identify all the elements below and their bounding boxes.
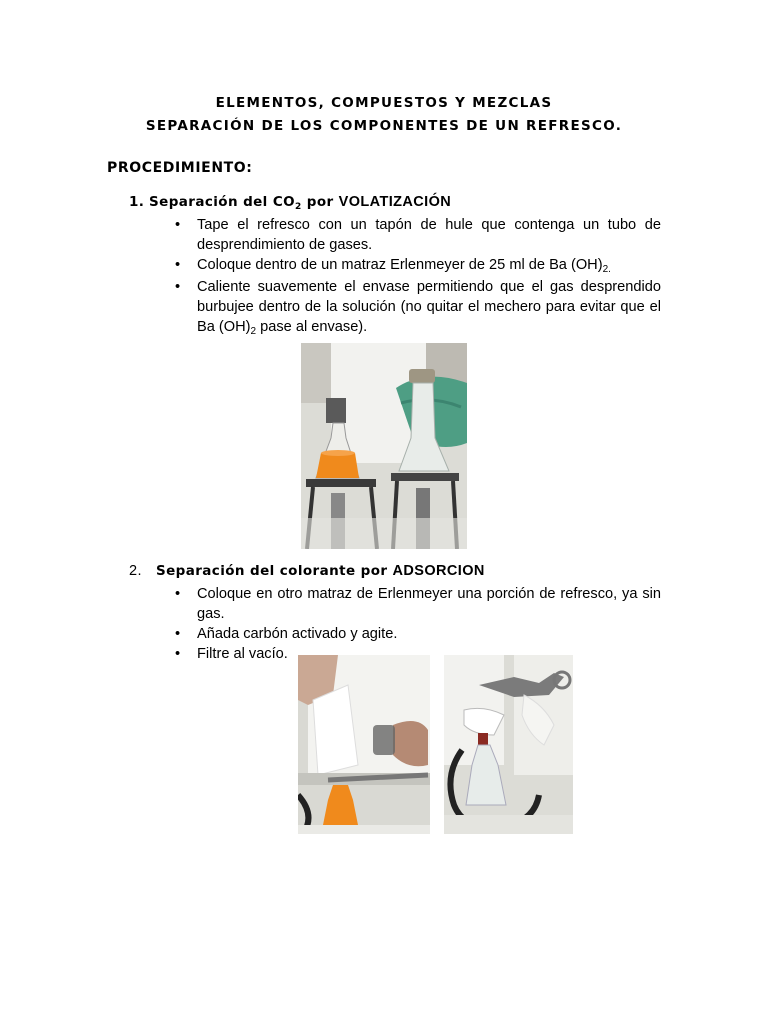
bullet-icon: • xyxy=(175,646,181,662)
vacuum-filtration-photo xyxy=(444,655,573,834)
list-item: • Coloque dentro de un matraz Erlenmeyer de 25 ml de Ba $(OH)_{2.}$ xyxy=(175,257,611,275)
list-item: • Añada carbón activado y agite. xyxy=(175,626,398,642)
step-2-method: ADSORCION xyxy=(392,563,485,579)
bullet-icon: • xyxy=(175,586,181,602)
volatilization-photo xyxy=(301,343,467,549)
step-2-heading xyxy=(129,563,485,579)
list-item: • Coloque en otro matraz de Erlenmeyer una porción de refresco, ya sin gas. xyxy=(175,586,661,622)
step-2-label: Separación del colorante por xyxy=(155,563,393,579)
step-2-bullet-list xyxy=(175,584,661,664)
step-1-subscript: 2 xyxy=(295,202,302,212)
list-item: • Tape el refresco con un tapón de hule que contenga un tubo de desprendimiento de gases. xyxy=(175,217,661,253)
step-1-method: VOLATIZACIÓN xyxy=(338,194,452,210)
document-title: ELEMENTOS, COMPUESTOS Y MEZCLAS xyxy=(215,95,553,111)
step-1-label: Separación del CO xyxy=(149,194,295,210)
step-1-bullet-list xyxy=(175,215,661,339)
step-2-number: 2. xyxy=(129,563,142,579)
step-1-heading xyxy=(129,194,451,210)
adsorption-photo xyxy=(298,655,430,834)
bullet-icon: • xyxy=(175,626,181,642)
document-subtitle: SEPARACIÓN DE LOS COMPONENTES DE UN REFRESCO. xyxy=(145,118,623,134)
list-item: • Filtre al vacío. xyxy=(175,646,288,662)
bullet-icon: • xyxy=(175,217,181,233)
step-1-label-mid: por xyxy=(301,194,339,210)
procedure-heading: PROCEDIMIENTO: xyxy=(107,160,253,176)
list-item: • Caliente suavemente el envase permitiendo que el gas desprendido burbujee dentro de la solución (no quitar el mechero para evitar que el Ba $(OH)_2$ pase al envase). xyxy=(175,279,661,337)
bullet-icon: • xyxy=(175,279,181,295)
bullet-icon: • xyxy=(175,257,181,273)
step-1-number: 1. xyxy=(129,194,145,210)
